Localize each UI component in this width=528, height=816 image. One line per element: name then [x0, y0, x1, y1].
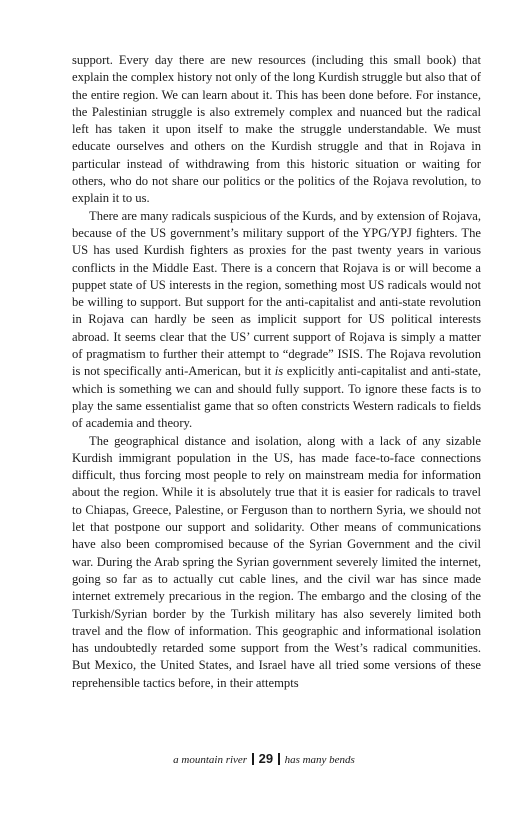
page-body	[72, 52, 481, 692]
page-footer	[0, 752, 528, 767]
paragraph-3	[72, 433, 481, 692]
paragraph-2-text-end: explicitly anti-capitalist and anti-state, which is something we can and should fully support. To ignore these facts is to play the same essentialist game that so often constricts Western radicals to fields of academia and theory.	[72, 364, 481, 431]
paragraph-1-text: support. Every day there are new resources (including this small book) that explain the complex history not only of the long Kurdish struggle but also that of the entire region. We can learn about it. This has been done before. For instance, the Palestinian struggle is also extremely complex and nuanced but the radical left has taken it upon itself to make the struggle understandable. We must educate ourselves and others on the Kurdish struggle and that in Rojava in particular instead of withdrawing from this historic situation or waiting for others, who do not share our politics or the politics of the Rojava revolution, to explain it to us.	[72, 53, 481, 206]
paragraph-1	[72, 52, 481, 208]
footer-divider-right	[278, 753, 280, 765]
running-head-right: has many bends	[284, 754, 355, 766]
paragraph-2	[72, 208, 481, 433]
paragraph-2-text-start: There are many radicals suspicious of the Kurds, and by extension of Rojava, because of the US government’s military support of the YPG/YPJ fighters. The US has used Kurdish fighters as proxies for the past twenty years in various conflicts in the Middle East. There is a concern that Rojava is or will become a puppet state of US interests in the region, something most US radicals would not be willing to support. But support for the anti-capitalist and anti-state revolution in Rojava can hardly be seen as implicit support for US political interests abroad. It seems clear that the US’ current support of Rojava is simply a matter of pragmatism to further their attempt to “degrade” ISIS. The Rojava revolution is not specifically anti-American, but it	[72, 208, 481, 379]
footer-divider-left	[252, 753, 254, 765]
paragraph-2-emphasis: is	[274, 364, 284, 379]
paragraph-3-text: The geographical distance and isolation, along with a lack of any sizable Kurdish immigrant population in the US, has made face-to-face connections difficult, thus forcing most people to rely on mainstream media for information about the region. While it is absolutely true that it is easier for radicals to travel to Chiapas, Greece, Palestine, or Ferguson than to northern Syria, we should not let that postpone our support and solidarity. Other means of communications have also been compromised because of the Syrian Government and the civil war. During the Arab spring the Syrian government severely limited the internet, going so far as to actually cut cable lines, and the civil war has since made internet extremely precarious in the region. The embargo and the closing of the Turkish/Syrian border by the Turkish military has also severely limited both travel and the flow of information. This geographic and informational isolation has undoubtedly retarded some support from the West’s radical communities. But Mexico, the United States, and Israel have all tried some versions of these reprehensible tactics before, in their attempts	[72, 433, 481, 690]
page-number: 29	[258, 751, 274, 766]
running-head-left: a mountain river	[173, 754, 248, 766]
